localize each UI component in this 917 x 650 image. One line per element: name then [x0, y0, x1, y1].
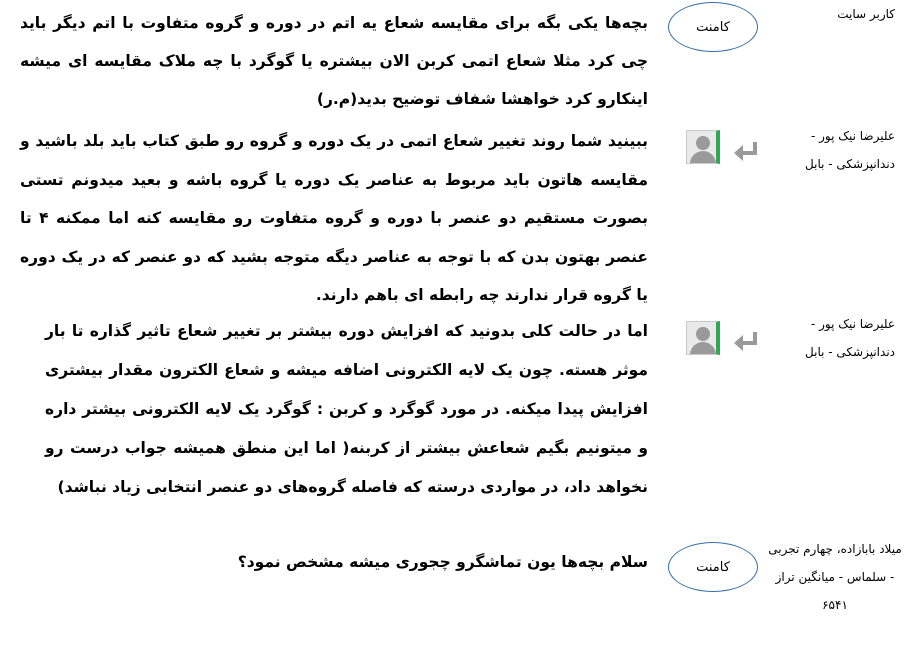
reply-text: اما در حالت کلی بدونید که افزایش دوره بیشتر بر تغییر شعاع تاثیر گذاره تا بار موثر هسته. چون یک لایه الکترونی اضافه میشه و شعاع الکترون مقدار بیشتری افزایش پیدا میکنه. در مورد گوگرد و کربن : گوگرد یک لایه الکترونی بیشتر داره و میتونیم بگیم شعاعش بیشتر از کربنه( اما این منطق همیشه جواب درست رو نخواهد داد، در مواردی درسته که فاصله گروه‌های دو عنصر انتخابی زیاد نباشد) — [45, 322, 648, 496]
user-avatar — [686, 321, 720, 355]
reply-arrow-icon — [733, 140, 761, 162]
reply-author-field: دندانپزشکی - بابل — [805, 157, 895, 171]
reply-arrow-icon — [733, 330, 761, 352]
comment-author-name: میلاد بابازاده، چهارم تجربی — [768, 542, 902, 556]
reply-author-name: علیرضا نیک پور - — [810, 129, 895, 143]
comment-badge[interactable]: کامنت — [668, 542, 758, 592]
comment-text: بچه‌ها یکی بگه برای مقایسه شعاع یه اتم در دوره و گروه متفاوت با اتم دیگر باید چی کرد مثلا شعاع اتمی کربن الان بیشتره یا گوگرد با چه ملاک مقایسه ای میشه اینکارو کرد خواهشا شفاف توضیح بدید(م.ر) — [20, 14, 648, 108]
comment-entry — [0, 0, 917, 118]
reply-author[interactable] — [765, 122, 895, 178]
comment-author[interactable] — [765, 535, 905, 619]
reply-entry — [0, 118, 917, 314]
reply-text: ببینید شما روند تغییر شعاع اتمی در یک دوره و گروه رو طبق کتاب باید بلد باشید و مقایسه هاتون باید مربوط به عناصر یک دوره یا گروه باشه و بعید میدونم تستی بصورت مستقیم دو عنصر با دوره و گروه متفاوت رو مقایسه کنه اما ممکنه ۴ تا عنصر بهتون بدن که با توجه به عناصر دیگه متوجه بشید که دو عنصر که در یک دوره یا گروه قرار ندارند چه رابطه ای باهم دارند. — [20, 132, 648, 304]
reply-author-name: علیرضا نیک پور - — [810, 317, 895, 331]
reply-author[interactable] — [765, 310, 895, 366]
reply-entry — [0, 310, 917, 510]
comment-author-field: - سلماس - میانگین تراز — [775, 570, 895, 584]
comment-text: سلام بچه‌ها یون تماشگرو چجوری میشه مشخص نمود؟ — [237, 553, 648, 571]
comment-entry — [0, 535, 917, 645]
comment-author-score: ۶۵۴۱ — [822, 598, 848, 612]
comment-author[interactable]: کاربر سایت — [837, 7, 895, 21]
reply-author-field: دندانپزشکی - بابل — [805, 345, 895, 359]
user-avatar — [686, 130, 720, 164]
comment-badge[interactable]: کامنت — [668, 2, 758, 52]
